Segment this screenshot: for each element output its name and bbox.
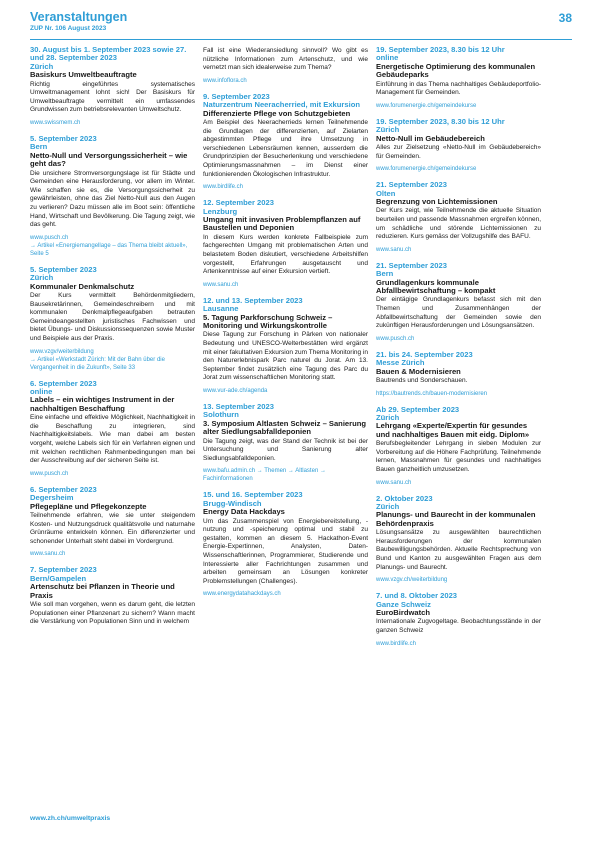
event-location: Lenzburg bbox=[203, 206, 238, 216]
event-entry bbox=[203, 403, 368, 483]
event-date: 5. September 2023 bbox=[30, 134, 97, 143]
event-location: Zürich bbox=[376, 125, 400, 135]
event-description: Die unsichere Stromversorgungslage ist für Städte und Gemeinden eine Herausforderung, vor allem im Winter. Wie schaffen sie es, die Versorgungssicherheit zu gewährleisten, ohne das Ziel Netto-Null aus den Augen zu verlieren? Dazu müssen alle im Boot sein: öffentliche Hand, Wirtschaft und Bevölkerung. Die Tagung zeigt, wie das geht. bbox=[30, 169, 195, 229]
column-1 bbox=[30, 46, 195, 635]
event-entry bbox=[203, 47, 368, 85]
event-entry bbox=[30, 46, 195, 127]
event-description: Berufsbegleitender Lehrgang in sieben Modulen zur Vorbereitung auf die Höhere Fachprüfung. Teilnehmende lernen, Massnahmen für gesundes und nachhaltiges Bauen ganzheitlich umzusetzen. bbox=[376, 440, 541, 474]
event-location: Bern bbox=[376, 269, 394, 279]
event-date: 21. September 2023 bbox=[376, 180, 447, 190]
event-location: Zürich bbox=[30, 61, 54, 71]
event-location: Messe Zürich bbox=[376, 358, 425, 368]
event-date: 21. bis 24. September 2023 bbox=[376, 349, 473, 359]
event-link[interactable]: www.vur-ade.ch/agenda bbox=[203, 387, 268, 394]
issue-subtitle: ZUP Nr. 106 August 2023 bbox=[30, 25, 107, 32]
event-entry bbox=[376, 406, 541, 487]
event-description: Wie soll man vorgehen, wenn es darum geht, die letzten Populationen einer Pflanzenart zu sichern? Wann macht die Verstärkung von Populationen Sinn und in welchem bbox=[30, 600, 195, 626]
event-entry bbox=[376, 351, 541, 398]
event-title: Kommunaler Denkmalschutz bbox=[30, 281, 135, 291]
event-date: 6. September 2023 bbox=[30, 484, 97, 494]
event-title: 5. Tagung Parkforschung Schweiz – Monitoring und Wirkungskontrolle bbox=[203, 312, 333, 330]
event-description: Lösungsansätze zu ausgewählten baurechtlichen Herausforderungen der kommunalen Baubewilligungsbehörden. Aktuelle Rechtsprechung von Bund und Kanton zu ausgewählten Fragen aus dem Planungs- und Baurecht. bbox=[376, 529, 541, 571]
event-title: Netto-Null im Gebäudebereich bbox=[376, 133, 485, 143]
event-entry bbox=[376, 181, 541, 254]
page-header bbox=[30, 10, 572, 36]
event-link[interactable]: www.vzgv.ch/weiterbildung bbox=[376, 577, 448, 584]
event-link[interactable]: www.pusch.ch bbox=[376, 335, 415, 342]
event-date: 19. September 2023, 8.30 bis 12 Uhr bbox=[376, 45, 505, 54]
page-number: 38 bbox=[558, 11, 572, 25]
event-title: Umgang mit invasiven Problempflanzen auf Baustellen und Deponien bbox=[203, 214, 361, 233]
event-entry bbox=[376, 592, 541, 647]
event-link[interactable]: www.sanu.ch bbox=[376, 479, 412, 486]
event-description: Am Beispiel des Neeracherrieds lernen Teilnehmende die Grundlagen der differenzierten, auf Zielarten abgestimmten Pflege und ihre Umsetzung in verschiedenen Lebensräumen kennen, ausserdem die Grundprinzipien der Besucherlenkung und verschiedene Optimierungsmassnahmen – im Dienst einer funktionierenden Ökologischen Infrastruktur. bbox=[203, 119, 368, 178]
event-link[interactable]: www.infoflora.ch bbox=[203, 77, 247, 84]
event-location: Olten bbox=[376, 188, 396, 198]
event-title: Begrenzung von Lichtemissionen bbox=[376, 197, 498, 207]
event-entry bbox=[203, 199, 368, 289]
event-link[interactable]: www.forumenergie.ch/gemeindekurse bbox=[376, 102, 477, 109]
event-description: Der eintägige Grundlagenkurs befasst sich mit den Themen und Zusammenhängen der Abfallbewirtschaftung der Gemeinden sowie den zukünftigen Herausforderungen und Lösungsansätzen. bbox=[376, 296, 541, 330]
event-location: Ganze Schweiz bbox=[376, 599, 431, 609]
event-date: 5. September 2023 bbox=[30, 264, 97, 274]
event-location: Solothurn bbox=[203, 410, 239, 420]
event-date: 15. und 16. September 2023 bbox=[203, 490, 303, 500]
section-title: Veranstaltungen bbox=[30, 10, 128, 24]
event-title: Lehrgang «Experte/Expertin für gesundes und nachhaltiges Bauen mit eidg. Diplom» bbox=[376, 421, 530, 439]
header-rule bbox=[30, 39, 572, 40]
event-description: Die Tagung zeigt, was der Stand der Technik ist bei der Untersuchung und Sanierung alter Siedlungsabfalldeponien. bbox=[203, 437, 368, 462]
event-title: Pflegepläne und Pflegekonzepte bbox=[30, 501, 147, 511]
event-location: Bern bbox=[30, 142, 48, 152]
event-location: Degersheim bbox=[30, 493, 74, 503]
event-description: Einführung in das Thema nachhaltiges Gebäudeportfolio-Management für Gemeinden. bbox=[376, 80, 541, 97]
event-date: 2. Oktober 2023 bbox=[376, 493, 433, 503]
event-date: 21. September 2023 bbox=[376, 260, 447, 270]
event-description: Bautrends und Sonderschauen. bbox=[376, 377, 468, 385]
event-link[interactable]: www.pusch.ch bbox=[30, 234, 69, 241]
footer-url[interactable]: www.zh.ch/umweltpraxis bbox=[30, 815, 111, 822]
event-title: Differenzierte Pflege von Schutzgebieten bbox=[203, 108, 351, 118]
event-description: Eine einfache und effektive Möglichkeit, Nachhaltigkeit in die Beschaffung zu integrieren, sind Nachhaltigkeitslabels. Wie man dabei am besten vorgeht, welche Labels sich für ein Verfahren eignen und mit welchen rechtlichen Rahmenbedingungen man bei der Ausschreibung auf der sicheren Seite ist. bbox=[30, 414, 195, 465]
event-entry bbox=[376, 46, 541, 110]
event-location: Bern/Gampelen bbox=[30, 573, 87, 583]
event-description: Alles zur Zielsetzung «Netto-Null im Gebäudebereich» für Gemeinden. bbox=[376, 144, 541, 160]
event-entry bbox=[30, 266, 195, 372]
event-link[interactable]: www.birdlife.ch bbox=[203, 184, 244, 191]
event-entry bbox=[376, 495, 541, 585]
event-title: Grundlagenkurs kommunale Abfallbewirtschaftung – kompakt bbox=[376, 277, 496, 296]
event-date: 13. September 2023 bbox=[203, 401, 274, 411]
event-location: online bbox=[30, 386, 53, 396]
event-link[interactable]: www.sanu.ch bbox=[30, 551, 66, 558]
event-date: 7. und 8. Oktober 2023 bbox=[376, 591, 458, 601]
event-date: 12. und 13. September 2023 bbox=[203, 295, 303, 305]
event-description: Fall ist eine Wiederansiedlung sinnvoll? Wo gibt es nützliche Informationen zum Artenschutz, und wie vernetzt man sich idealerweise zum Thema? bbox=[203, 47, 368, 72]
event-location: Lausanne bbox=[203, 304, 239, 314]
event-title: 3. Symposium Altlasten Schweiz – Sanierung alter Siedlungsabfalldeponien bbox=[203, 418, 367, 437]
event-title: Labels – ein wichtiges Instrument in der nachhaltigen Beschaffung bbox=[30, 395, 175, 413]
event-entry bbox=[30, 566, 195, 626]
event-link[interactable]: www.birdlife.ch bbox=[376, 640, 417, 647]
event-description: Teilnehmende erfahren, wie sie unter steigendem Kosten- und Nutzungsdruck qualitätsvolle und naturnahe Grünräume entwickeln können. Ein differenzierter und schonender Unterhalt steht dabei im Vordergrund. bbox=[30, 511, 195, 545]
event-link[interactable]: www.sanu.ch bbox=[203, 281, 239, 288]
event-description: Internationale Zugvogeltage. Beobachtungsstände in der ganzen Schweiz bbox=[376, 618, 541, 635]
event-link[interactable]: www.swissmem.ch bbox=[30, 120, 81, 126]
event-entry bbox=[376, 118, 541, 173]
event-link[interactable]: www.sanu.ch bbox=[376, 246, 412, 253]
event-description: Um das Zusammenspiel von Energiebereitstellung, -nutzung und -speicherung optimal und stabil zu gestalten, kommen an diesem 5. Hackathon-Event Energie-Expertinnen, Analysten, Daten-Wissenschaftlerinnen, Programmierer, Studierende und Interessierte aller Fachrichtungen zusammen und arbeiten gemeinsam an Lösungen konkreter Problemstellungen (Challenges). bbox=[203, 517, 368, 585]
event-entry bbox=[203, 93, 368, 191]
event-link[interactable]: www.bafu.admin.ch → Themen → Altlasten → Fachinformationen bbox=[203, 468, 326, 483]
event-description: Der Kurs zeigt, wie Teilnehmende die aktuelle Situation beurteilen und passende Massnahmen ergreifen können, um schädliche und störende Lichtemissionen zu reduzieren. Kurs gemäss der Vollzugshilfe des BAFU. bbox=[376, 207, 541, 241]
event-link[interactable]: www.vzgv/weiterbildung bbox=[30, 348, 94, 355]
event-title: Artenschutz bei Pflanzen in Theorie und Praxis bbox=[30, 582, 175, 600]
event-entry bbox=[203, 297, 368, 395]
event-date: 30. August bis 1. September 2023 sowie 27. und 28. September 2023 bbox=[30, 45, 187, 63]
event-date: Ab 29. September 2023 bbox=[376, 404, 460, 414]
event-title: Basiskurs Umweltbeauftragte bbox=[30, 70, 137, 80]
event-location: online bbox=[376, 53, 399, 63]
event-date: 12. September 2023 bbox=[203, 198, 274, 208]
event-description: Der Kurs vermittelt Behördenmitgliedern, Bausekretärinnen, Gemeindeschreibern und mit kommunalen Denkmalpflegeaufgaben betrauten Gemeindeangestellten juristisches Fachwissen und bietet Übungs- und Diskussionssequenzen sowie Muster und Beispiele aus der Praxis. bbox=[30, 292, 195, 342]
event-link[interactable]: https://bautrends.ch/bauen-modernisieren bbox=[376, 390, 488, 397]
event-article-reference[interactable]: → Artikel «Energiemangellage – das Thema bleibt aktuell», Seite 5 bbox=[30, 242, 188, 257]
event-description: Richtig eingeführtes systematisches Umweltmanagement lohnt sich! Der Basiskurs für Umweltbeauftragte vermittelt ein umfassendes Grundwissen zum betriebsrelevanten Umweltschutz. bbox=[30, 80, 195, 114]
event-description: Diese Tagung zur Forschung in Pärken von nationaler Bedeutung und UNESCO-Welterbestätten wird ergänzt mit einer fakultativen Exkursion zum Thema Monitoring in den Naturerlebnispark Parc naturel du Jorat. Am 13. September findet zusätzlich eine Tagung des Parc du Jorat zum wissenschaftlichen Monitoring statt. bbox=[203, 331, 368, 382]
event-entry bbox=[30, 135, 195, 258]
event-article-reference[interactable]: → Artikel «Werkstadt Zürich: Mit der Bahn über die Vergangenheit in die Zukunft», Seite 33 bbox=[30, 356, 165, 371]
event-entry bbox=[203, 491, 368, 598]
event-title: Bauen & Modernisieren bbox=[376, 366, 461, 376]
event-title: Energetische Optimierung des kommunalen Gebäudeparks bbox=[376, 61, 536, 80]
event-location: Zürich bbox=[376, 413, 400, 423]
event-link[interactable]: www.forumenergie.ch/gemeindekurse bbox=[376, 166, 477, 173]
event-entry bbox=[30, 380, 195, 478]
event-location: Brugg-Windisch bbox=[203, 498, 262, 508]
event-link[interactable]: www.energydatahackdays.ch bbox=[203, 591, 281, 598]
event-title: Energy Data Hackdays bbox=[203, 507, 285, 517]
event-location: Naturzentrum Neeracherried, mit Exkursion bbox=[203, 100, 360, 110]
event-entry bbox=[376, 262, 541, 343]
event-link[interactable]: www.pusch.ch bbox=[30, 470, 69, 477]
event-date: 7. September 2023 bbox=[30, 565, 97, 575]
event-date: 6. September 2023 bbox=[30, 378, 97, 388]
column-3 bbox=[376, 46, 541, 656]
event-location: Zürich bbox=[30, 273, 54, 283]
event-entry bbox=[30, 486, 195, 559]
event-date: 19. September 2023, 8.30 bis 12 Uhr bbox=[376, 116, 505, 126]
event-date: 9. September 2023 bbox=[203, 91, 270, 101]
event-title: Planungs- und Baurecht in der kommunalen Behördenpraxis bbox=[376, 510, 536, 528]
event-title: Netto-Null und Versorgungssicherheit – wie geht das? bbox=[30, 150, 188, 169]
column-2 bbox=[203, 46, 368, 606]
event-title: EuroBirdwatch bbox=[376, 608, 431, 618]
event-location: Zürich bbox=[376, 502, 400, 512]
event-description: In diesem Kurs werden konkrete Fallbeispiele zum fachgerechten Umgang mit problematischen Arten und belastetem Boden diskutiert, verschiedene Arbeitshilfen vorgestellt, Erfahrungen ausgetauscht und Artenkenntnisse auf einer Exkursion vertieft. bbox=[203, 233, 368, 276]
